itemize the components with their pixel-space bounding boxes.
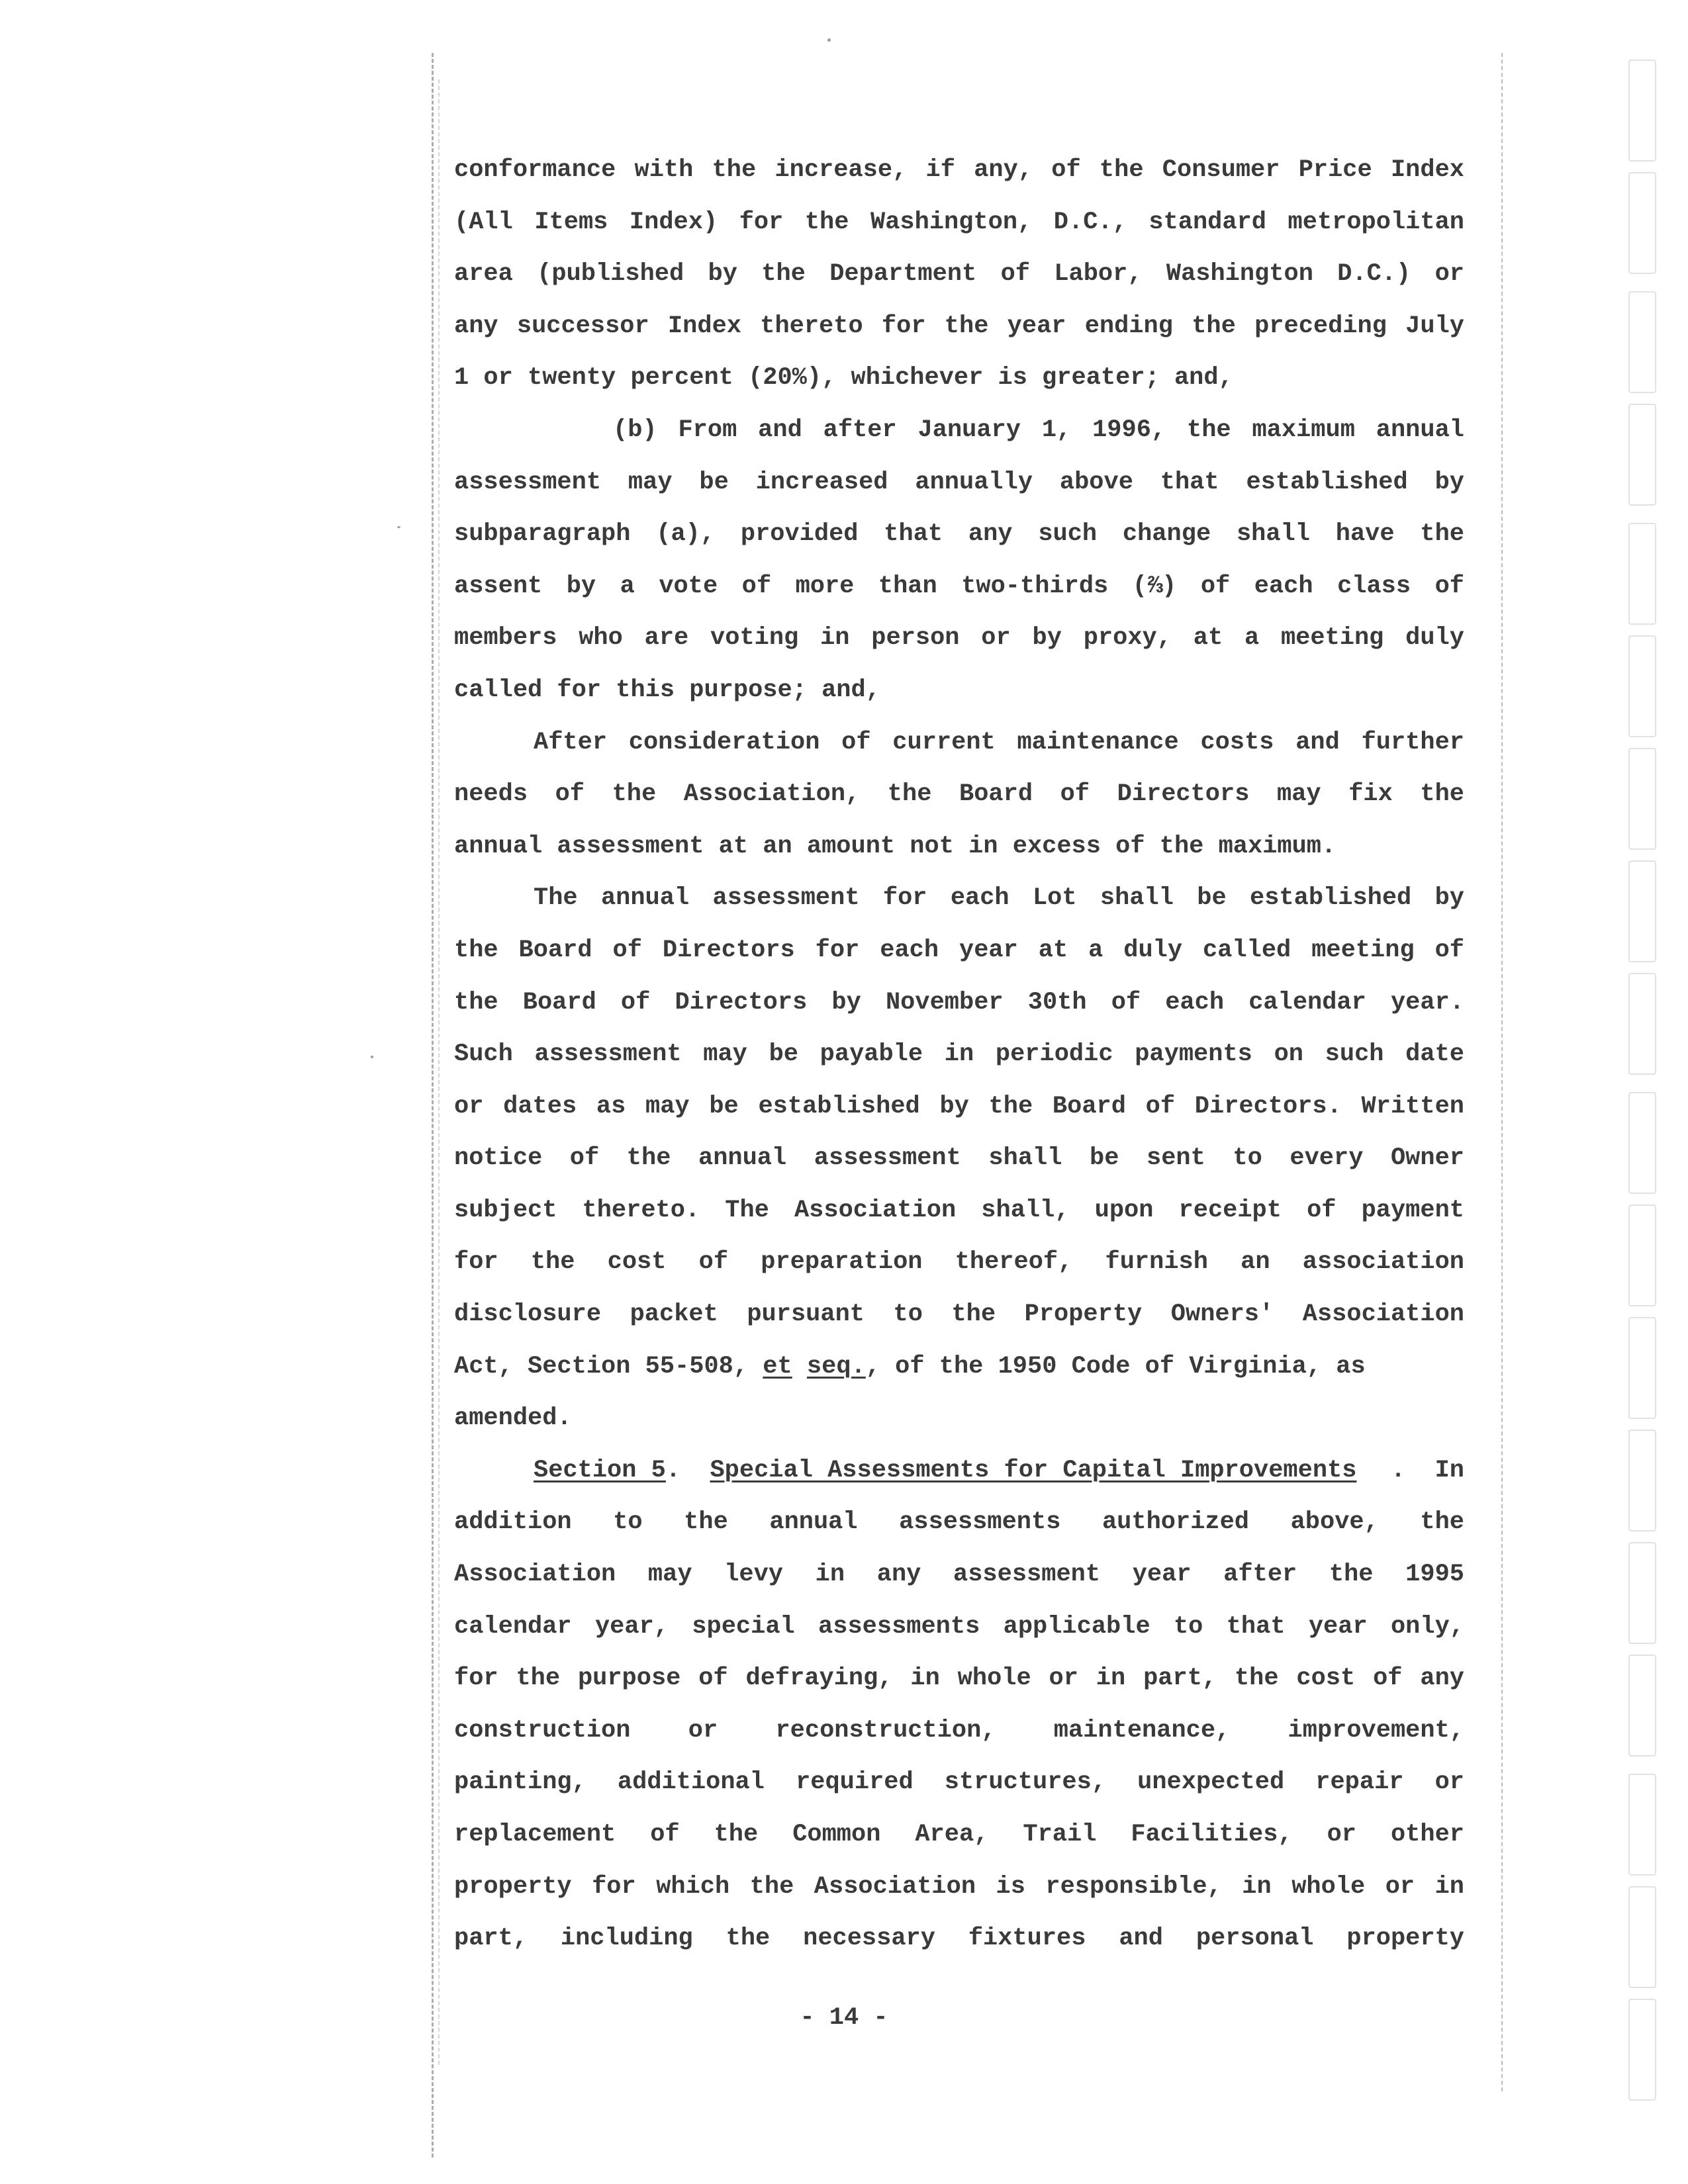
binder-hole-icon	[1628, 1655, 1656, 1756]
document-body	[454, 144, 1464, 1965]
binder-hole-icon	[1628, 1205, 1656, 1306]
paragraph-cpi-continuation	[454, 144, 1464, 404]
binder-hole-icon	[1628, 1542, 1656, 1644]
text-line: calendar year, special assessments applicable to that year only,	[454, 1612, 1464, 1641]
paragraph-annual-assessment	[454, 872, 1464, 1445]
text-line: notice of the annual assessment shall be sent to every Owner	[454, 1144, 1464, 1173]
text-line: property for which the Association is responsible, in whole or in	[454, 1872, 1464, 1901]
text-line: construction or reconstruction, maintenance, improvement,	[454, 1716, 1464, 1745]
text-line: replacement of the Common Area, Trail Facilities, or other	[454, 1821, 1464, 1848]
binder-hole-icon	[1628, 291, 1656, 393]
text-line: for the cost of preparation thereof, furnish an association	[454, 1248, 1464, 1277]
binder-hole-icon	[1628, 1092, 1656, 1194]
left-margin-line	[432, 53, 434, 2158]
binder-hole-icon	[1628, 404, 1656, 506]
text-line: conformance with the increase, if any, of the Consumer Price Index	[454, 156, 1464, 184]
text-line: members who are voting in person or by proxy, at a meeting duly	[454, 624, 1464, 653]
text-line: 1 or twenty percent (20%), whichever is greater; and,	[454, 364, 1233, 392]
binder-hole-icon	[1628, 748, 1656, 850]
binder-hole-icon	[1628, 172, 1656, 274]
binder-hole-icon	[1628, 60, 1656, 161]
page-number: - 14 -	[800, 2004, 888, 2032]
section-title-tail: . In	[1390, 1456, 1464, 1484]
text-line: (All Items Index) for the Washington, D.C., standard metropolitan	[454, 208, 1464, 236]
binder-hole-icon	[1628, 1430, 1656, 1531]
scan-speck	[371, 1056, 373, 1058]
binder-hole-icon	[1628, 523, 1656, 625]
scan-speck	[827, 38, 831, 42]
text-line: amended.	[454, 1404, 572, 1433]
binder-hole-icon	[1628, 973, 1656, 1075]
text-line: the Board of Directors by November 30th of each calendar year.	[454, 988, 1464, 1017]
text-line: needs of the Association, the Board of Directors may fix the	[454, 780, 1464, 809]
text-line: the Board of Directors for each year at a duly called meeting of	[454, 936, 1464, 964]
binder-hole-icon	[1628, 635, 1656, 737]
left-margin-line-secondary	[438, 79, 440, 2065]
text-line: subparagraph (a), provided that any such change shall have the	[454, 520, 1464, 549]
text-line: painting, additional required structures, unexpected repair or	[454, 1768, 1464, 1797]
text-line: assessment may be increased annually above that established by	[454, 468, 1464, 496]
text-line: or dates as may be established by the Board of Directors. Written	[454, 1092, 1464, 1120]
text-line: any successor Index thereto for the year ending the preceding July	[454, 312, 1464, 340]
et-underlined: et	[763, 1352, 792, 1381]
act-citation-prefix: Act, Section 55-508,	[454, 1352, 763, 1381]
binder-hole-icon	[1628, 1886, 1656, 1988]
text-line: Such assessment may be payable in periodic payments on such date	[454, 1040, 1464, 1069]
text-line: assent by a vote of more than two-thirds (⅔) of each class of	[454, 572, 1464, 600]
text-line: The annual assessment for each Lot shall be established by	[534, 884, 1464, 913]
section-separator: .	[665, 1456, 710, 1484]
act-citation-suffix: , of the 1950 Code of Virginia, as	[865, 1352, 1366, 1381]
text-line: subject thereto. The Association shall, upon receipt of payment	[454, 1196, 1464, 1224]
text-line: disclosure packet pursuant to the Property Owners' Association	[454, 1300, 1464, 1329]
binder-hole-icon	[1628, 860, 1656, 962]
paragraph-board-fix-assessment	[454, 717, 1464, 873]
paragraph-subparagraph-b	[454, 404, 1464, 717]
text-line: part, including the necessary fixtures and personal property	[454, 1925, 1464, 1953]
section-heading-line	[454, 1445, 1464, 1497]
section-5	[454, 1445, 1464, 1965]
text-line: Association may levy in any assessment year after the 1995	[454, 1561, 1464, 1589]
seq-underlined: seq.	[806, 1352, 866, 1381]
text-line: addition to the annual assessments authorized above, the	[454, 1508, 1464, 1537]
text-line: annual assessment at an amount not in excess of the maximum.	[454, 832, 1336, 860]
binder-hole-icon	[1628, 1317, 1656, 1419]
text-line: called for this purpose; and,	[454, 676, 880, 704]
binder-hole-icon	[1628, 1774, 1656, 1876]
text-line: area (published by the Department of Labor, Washington D.C.) or	[454, 260, 1464, 289]
binder-hole-artifacts	[1628, 0, 1668, 2184]
text-line: for the purpose of defraying, in whole or in part, the cost of any	[454, 1664, 1464, 1693]
section-title: Special Assessments for Capital Improvements	[710, 1456, 1357, 1484]
text-line-act-citation	[454, 1341, 1464, 1393]
text-line: After consideration of current maintenance costs and further	[534, 728, 1464, 756]
right-margin-line	[1501, 53, 1503, 2091]
scan-speck	[397, 526, 400, 528]
space	[792, 1353, 807, 1381]
text-line: (b) From and after January 1, 1996, the maximum annual	[613, 416, 1464, 444]
section-label: Section 5	[534, 1456, 666, 1484]
